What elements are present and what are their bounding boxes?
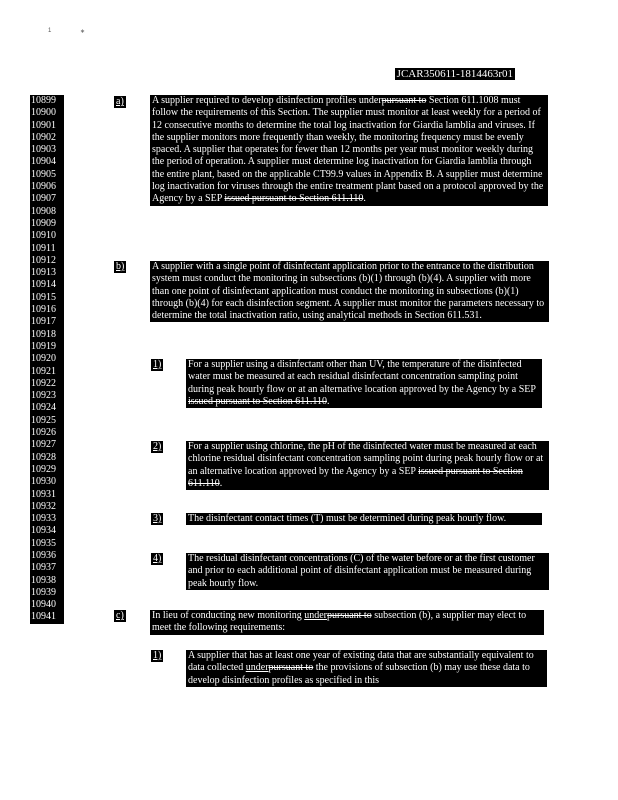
paragraph-c-underlined: under	[304, 610, 327, 621]
paragraph-a-struck-2: issued pursuant to Section 611.110	[224, 193, 364, 205]
line-number: 10937	[31, 562, 56, 574]
paragraph-c-struck: pursuant to	[326, 610, 372, 621]
line-number: 10928	[31, 451, 56, 463]
line-number: 10925	[31, 414, 56, 426]
paragraph-c1-underlined: under	[245, 662, 269, 674]
line-number: 10931	[31, 488, 56, 500]
line-number: 10936	[31, 549, 56, 561]
label-b2: 2)	[153, 441, 162, 452]
paragraph-c1-text-2: the provisions of subsection (b) may use these data to develop disinfection profiles as specified in this	[188, 662, 530, 686]
scan-mark: ∗	[80, 29, 86, 35]
paragraph-c1-struck: pursuant to	[268, 662, 314, 674]
line-number: 10919	[31, 340, 56, 352]
scan-mark: 1	[48, 28, 52, 34]
paragraph-a	[150, 95, 548, 206]
paragraph-b2-text: For a supplier using chlorine, the pH of the disinfected water must be measured at each chlorine residual disinfectant concentration sampling point during peak hourly flow or at an alternative location approved by the Agency by a SEP	[188, 441, 544, 477]
paragraph-b1-text-2: .	[326, 395, 330, 407]
paragraph-a-text-2: Section 611.1008 must follow the requirements of this Section. The supplier must monitor at least weekly for a period of 12 consecutive months to determine the total log inactivation for Giardia lamblia and viruses. If the supplier monitors more frequently than weekly, the monitoring frequency must be evenly spaced. A supplier that operates for fewer than 12 months per year must monitor weekly during the period of operation. A supplier must determine log inactivation for Giardia lamblia through the entire plant, based on the applicable CT99.9 values in Appendix B. A supplier must determine log inactivation for viruses through the entire treatment plant based on a protocol approved by the Agency by a SEP	[152, 95, 544, 205]
paragraph-b: A supplier with a single point of disinfectant application prior to the entrance to the distribution system must conduct the monitoring in subsections (b)(1) through (b)(4). A supplier with more than one point of disinfectant application must conduct the monitoring in subsections (b)(1) through (b)(4) for each disinfection segment. A supplier must monitor the parameters necessary to determine the total inactivation ratio, using analytical methods in Section 611.531.	[150, 261, 549, 322]
line-number: 10917	[31, 316, 56, 328]
paragraph-c-text: In lieu of conducting new monitoring	[152, 610, 305, 621]
line-number: 10938	[31, 574, 56, 586]
line-number: 10904	[31, 156, 56, 168]
label-c1: 1)	[153, 650, 162, 661]
paragraph-b2-struck: issued pursuant to Section 611.110	[188, 465, 523, 489]
paragraph-b1-text: For a supplier using a disinfectant other than UV, the temperature of the disinfected water must be measured at each residual disinfectant concentration sampling point during peak hourly flow or at an alternative location approved by the Agency by a SEP	[188, 359, 536, 395]
line-number: 10918	[31, 328, 56, 340]
line-number: 10907	[31, 193, 56, 205]
line-number: 10921	[31, 365, 56, 377]
line-number: 10903	[31, 144, 56, 156]
line-number: 10915	[31, 291, 56, 303]
line-number: 10924	[31, 402, 56, 414]
line-number: 10930	[31, 476, 56, 488]
paragraph-b3: The disinfectant contact times (T) must be determined during peak hourly flow.	[186, 513, 542, 525]
paragraph-c-text-2: subsection (b), a supplier may elect to meet the following requirements:	[152, 610, 527, 634]
paragraph-c	[150, 610, 544, 635]
line-number: 10934	[31, 525, 56, 537]
line-number: 10914	[31, 279, 56, 291]
line-number: 10932	[31, 500, 56, 512]
line-number: 10905	[31, 168, 56, 180]
line-number: 10941	[31, 611, 56, 623]
line-number: 10926	[31, 427, 56, 439]
paragraph-c1-text: A supplier that has at least one year of existing data that are substantially equivalent to data collected	[188, 650, 534, 674]
line-number: 10935	[31, 537, 56, 549]
paragraph-b2	[186, 441, 549, 490]
line-number: 10909	[31, 217, 56, 229]
line-number: 10913	[31, 267, 56, 279]
line-number: 10910	[31, 230, 56, 242]
line-number: 10929	[31, 463, 56, 475]
label-c: c)	[116, 610, 124, 621]
line-number: 10933	[31, 513, 56, 525]
line-number: 10899	[31, 95, 56, 106]
line-numbers	[30, 95, 64, 624]
line-number: 10900	[31, 107, 56, 119]
paragraph-b1-struck: issued pursuant to Section 611.110	[188, 395, 327, 407]
label-b4: 4)	[153, 553, 162, 564]
line-number: 10912	[31, 254, 56, 266]
label-b1: 1)	[153, 359, 162, 370]
line-number: 10911	[31, 242, 56, 254]
document-id: JCAR350611-1814463r01	[396, 68, 513, 80]
paragraph-a-struck: pursuant to	[381, 95, 427, 106]
line-number: 10922	[31, 377, 56, 389]
line-number: 10908	[31, 205, 56, 217]
paragraph-a-text: A supplier required to develop disinfection profiles under	[152, 95, 382, 106]
line-number: 10927	[31, 439, 56, 451]
line-number: 10901	[31, 119, 56, 131]
line-number: 10906	[31, 181, 56, 193]
paragraph-b2-text-2: .	[219, 477, 223, 489]
line-number: 10939	[31, 586, 56, 598]
line-number: 10916	[31, 304, 56, 316]
line-number: 10923	[31, 390, 56, 402]
line-number: 10920	[31, 353, 56, 365]
line-number: 10940	[31, 599, 56, 611]
paragraph-a-text-3: .	[363, 193, 366, 205]
label-b3: 3)	[153, 513, 162, 524]
paragraph-c1	[186, 650, 547, 687]
label-a: a)	[116, 96, 124, 107]
paragraph-b1	[186, 359, 542, 408]
paragraph-b4: The residual disinfectant concentrations (C) of the water before or at the first customer and prior to each additional point of disinfectant application must be measured during peak hourly flow.	[186, 553, 549, 590]
label-b: b)	[116, 261, 125, 272]
line-number: 10902	[31, 131, 56, 143]
